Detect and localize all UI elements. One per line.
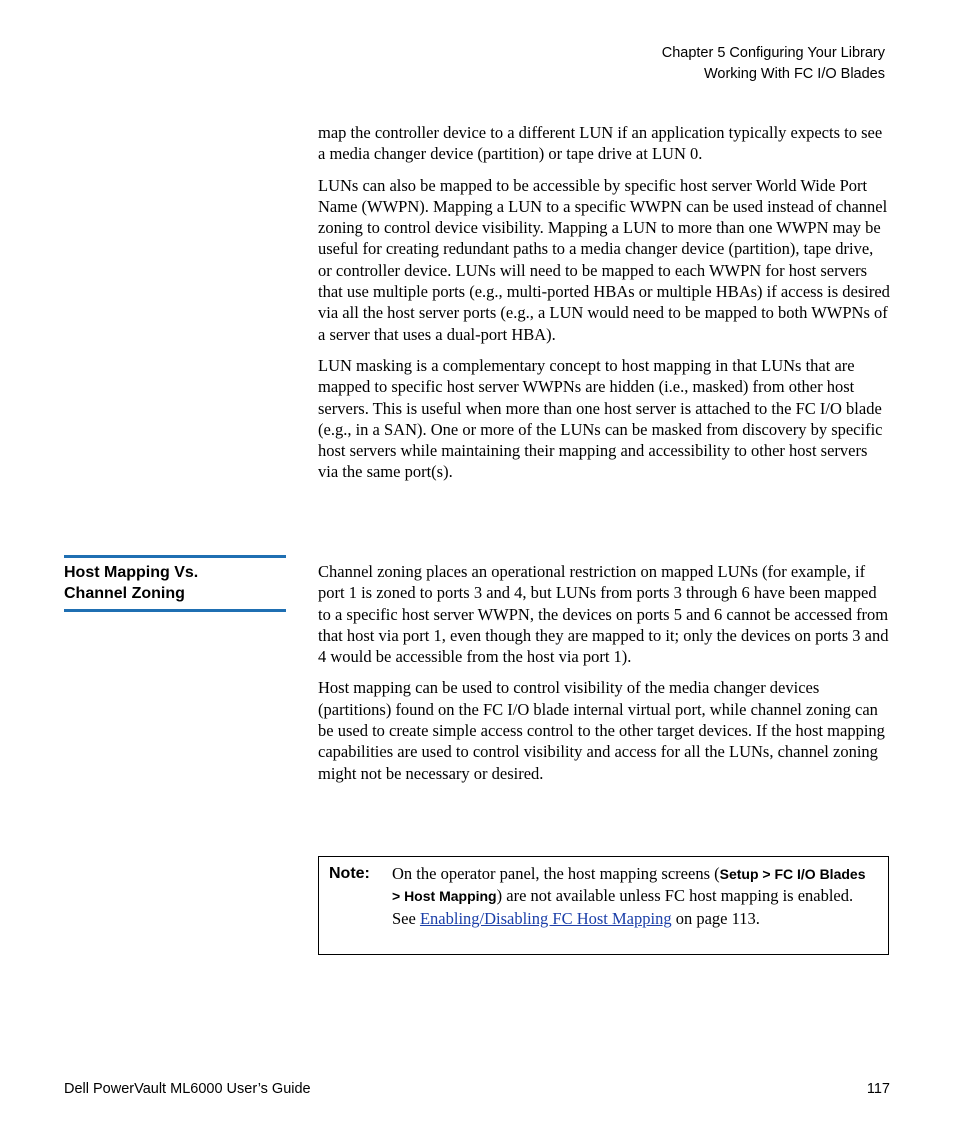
note-text-before: On the operator panel, the host mapping screens ( <box>392 864 720 883</box>
section-text-block <box>318 561 890 794</box>
note-text <box>392 863 872 929</box>
note-text-after: on page 113. <box>671 908 760 928</box>
section-heading-line: Host Mapping Vs. <box>64 564 199 581</box>
intro-text-block <box>318 122 890 493</box>
paragraph: LUNs can also be mapped to be accessible by specific host server World Wide Port Name (WWPN). Mapping a LUN to a specific WWPN can be used instead of channel zoning to control device visibility. Mapping a LUN to more than one WWPN may be useful for creating redundant paths to a media changer device (partition), tape drive, or controller device. LUNs will need to be mapped to each WWPN for host servers that use multiple ports (e.g., multi-ported HBAs or multiple HBAs) if access is desired via all the host server ports (e.g., a LUN would need to be mapped to both WWPNs of a server that uses a dual-port HBA). <box>318 175 890 344</box>
header-chapter: Chapter 5 Configuring Your Library <box>661 45 885 61</box>
paragraph: Host mapping can be used to control visibility of the media changer devices (partitions) found on the FC I/O blade internal virtual port, while channel zoning can be used to create simple access control to the other target devices. If the host mapping capabilities are used to control visibility and access for all the LUNs, channel zoning might not be necessary or desired. <box>318 678 885 783</box>
page-footer <box>64 1079 890 1100</box>
guide-title: Dell PowerVault ML6000 User’s Guide <box>64 1081 311 1097</box>
running-header <box>662 43 885 85</box>
note-box <box>318 856 889 955</box>
paragraph: Channel zoning places an operational restriction on mapped LUNs (for example, if port 1 is zoned to ports 3 and 4, but LUNs from ports 3 through 6 have been mapped to a specific host server WWPN, the devices on ports 5 and 6 cannot be accessed from that host via port 1, even though they are mapped to it; only the devices on ports 3 and 4 would be accessible from the host via port 1). <box>318 562 889 667</box>
note-text-middle: ) are not available unless FC host mapping is enabled. See <box>392 886 854 928</box>
section-heading-line: Channel Zoning <box>64 585 185 602</box>
note-label: Note: <box>329 865 370 882</box>
menu-path: Setup > FC I/O Blades > Host Mapping <box>392 866 866 905</box>
paragraph: map the controller device to a different LUN if an application typically expects to see a media changer device (partition) or tape drive at LUN 0. <box>318 123 883 164</box>
cross-reference-link[interactable]: Enabling/Disabling FC Host Mapping <box>419 908 672 928</box>
paragraph: LUN masking is a complementary concept to host mapping in that LUNs that are mapped to specific host server WWPNs are hidden (i.e., masked) from other host servers. This is useful when more than one host server is attached to the FC I/O blade (e.g., in a SAN). One or more of the LUNs can be masked from discovery by specific host servers while maintaining their mapping and accessibility to other host servers via the same port(s). <box>318 355 883 482</box>
page-number: 117 <box>866 1081 890 1097</box>
header-section: Working With FC I/O Blades <box>703 66 885 82</box>
section-heading <box>64 555 286 612</box>
